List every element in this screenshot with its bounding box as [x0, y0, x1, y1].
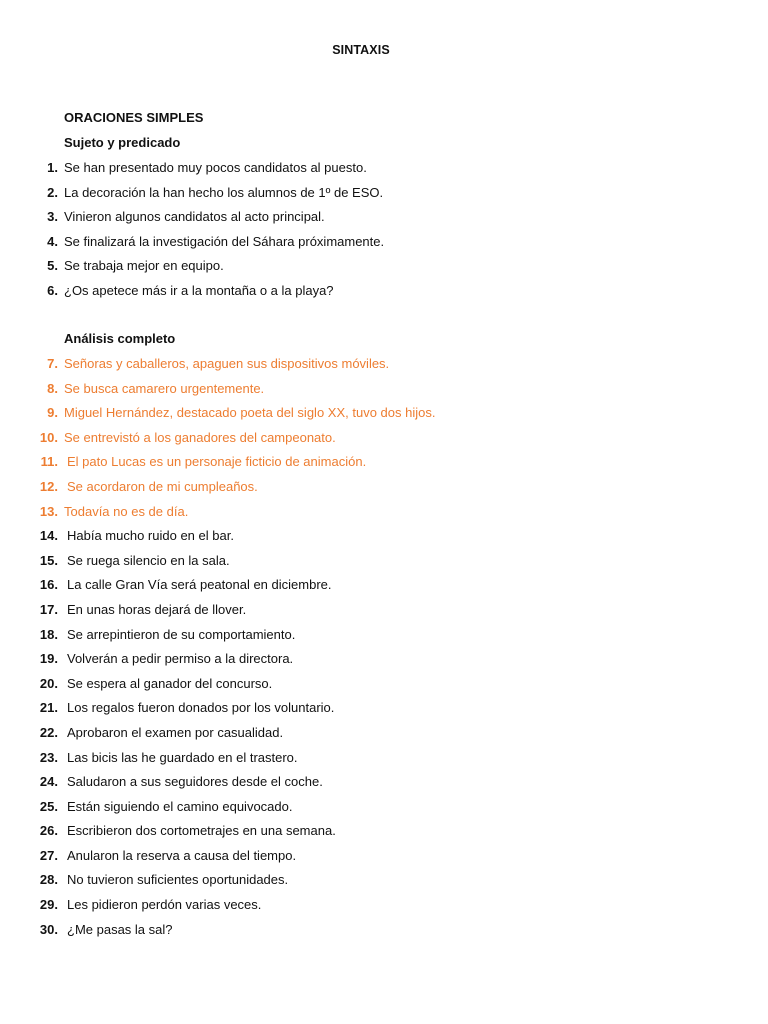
item-sentence: Se trabaja mejor en equipo. — [64, 258, 224, 274]
item-sentence: El pato Lucas es un personaje ficticio de animación. — [67, 454, 367, 470]
item-number: 14. — [39, 528, 58, 544]
item-number: 1. — [47, 160, 58, 175]
item-sentence: ¿Me pasas la sal? — [67, 921, 173, 937]
item-number: 18. — [39, 626, 58, 642]
item-number: 30. — [39, 921, 58, 937]
item-sentence: Las bicis las he guardado en el trastero. — [67, 749, 298, 765]
item-sentence: Anularon la reserva a causa del tiempo. — [67, 847, 297, 863]
item-sentence: Se ruega silencio en la sala. — [67, 552, 230, 568]
item-sentence: Les pidieron perdón varias veces. — [67, 897, 262, 913]
item-sentence: Se han presentado muy pocos candidatos al puesto. — [64, 160, 367, 175]
item-number: 4. — [47, 233, 58, 249]
group-heading-analisis-completo: Análisis completo — [64, 331, 176, 346]
item-number: 20. — [39, 675, 58, 691]
item-sentence: Se acordaron de mi cumpleaños. — [67, 478, 258, 494]
item-sentence: Volverán a pedir permiso a la directora. — [67, 651, 294, 667]
item-number: 16. — [39, 577, 58, 593]
item-number: 6. — [47, 282, 58, 298]
item-number: 7. — [47, 356, 58, 371]
group-heading-sujeto-predicado: Sujeto y predicado — [64, 135, 181, 150]
item-sentence: Se finalizará la investigación del Sáhara próximamente. — [64, 233, 385, 249]
item-sentence: Se busca camarero urgentemente. — [64, 380, 265, 396]
item-number: 25. — [39, 798, 58, 814]
item-sentence: En unas horas dejará de llover. — [67, 601, 247, 617]
section-heading: ORACIONES SIMPLES — [64, 110, 204, 125]
item-number: 26. — [39, 823, 58, 839]
item-number: 19. — [39, 651, 58, 667]
item-number: 3. — [47, 209, 58, 225]
item-number: 13. — [39, 503, 58, 519]
item-number: 27. — [39, 847, 58, 863]
item-number: 22. — [39, 724, 58, 740]
item-sentence: Están siguiendo el camino equivocado. — [67, 798, 293, 814]
item-number: 28. — [39, 872, 58, 888]
item-number: 2. — [47, 184, 58, 200]
item-number: 15. — [39, 552, 58, 568]
item-number: 12. — [39, 478, 58, 494]
document-title: SINTAXIS — [332, 43, 390, 57]
item-sentence: Había mucho ruido en el bar. — [67, 528, 234, 544]
item-sentence: Se entrevistó a los ganadores del campeonato. — [64, 429, 336, 445]
item-sentence: La decoración la han hecho los alumnos de 1º de ESO. — [64, 184, 384, 200]
item-sentence: Se espera al ganador del concurso. — [67, 675, 273, 691]
item-number: 9. — [47, 405, 58, 421]
item-number: 29. — [39, 897, 58, 913]
item-number: 23. — [39, 749, 58, 765]
item-number: 17. — [39, 601, 58, 617]
item-sentence: Los regalos fueron donados por los voluntario. — [67, 700, 335, 716]
item-sentence: ¿Os apetece más ir a la montaña o a la playa? — [64, 282, 334, 298]
item-number: 8. — [47, 380, 58, 396]
item-sentence: La calle Gran Vía será peatonal en diciembre. — [67, 577, 332, 593]
item-number: 21. — [39, 700, 58, 716]
item-sentence: Aprobaron el examen por casualidad. — [67, 724, 284, 740]
item-number: 5. — [47, 258, 58, 274]
item-number: 24. — [39, 774, 58, 790]
item-sentence: Saludaron a sus seguidores desde el coche. — [67, 774, 323, 790]
item-sentence: No tuvieron suficientes oportunidades. — [67, 872, 289, 888]
item-sentence: Miguel Hernández, destacado poeta del siglo XX, tuvo dos hijos. — [64, 405, 436, 421]
item-sentence: Escribieron dos cortometrajes en una semana. — [67, 823, 336, 839]
item-sentence: Todavía no es de día. — [64, 503, 189, 519]
item-number: 11. — [40, 454, 58, 470]
item-sentence: Se arrepintieron de su comportamiento. — [67, 626, 296, 642]
item-sentence: Vinieron algunos candidatos al acto principal. — [64, 209, 325, 225]
item-sentence: Señoras y caballeros, apaguen sus dispositivos móviles. — [64, 356, 390, 371]
item-number: 10. — [39, 429, 58, 445]
